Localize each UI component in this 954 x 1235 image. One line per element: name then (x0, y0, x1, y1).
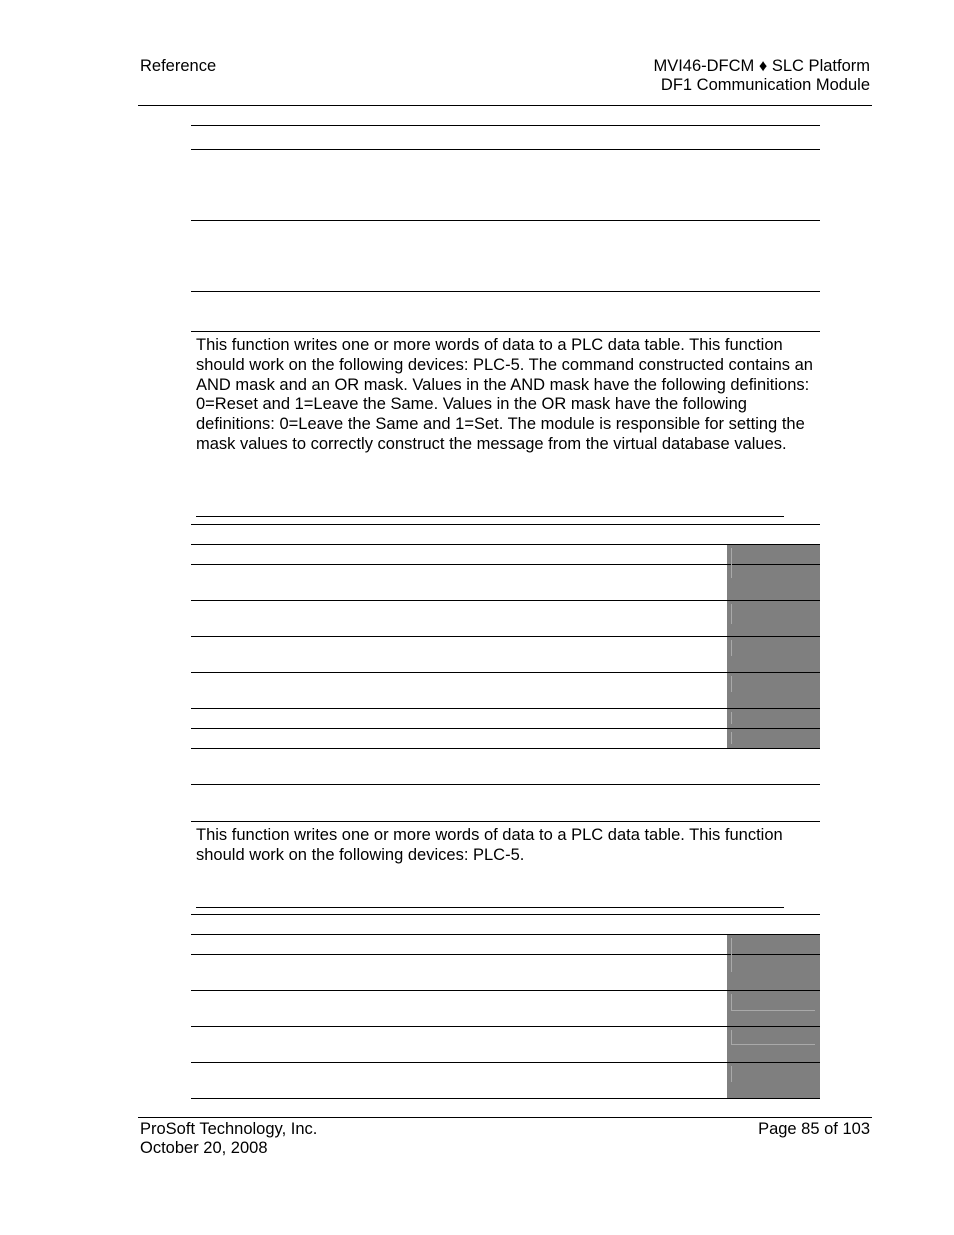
function-description-1: This function writes one or more words of data to a PLC data table. This function should work on the following devices: PLC-5. The command constructed contains an AND mask and an OR mask. Values in the AND mask have the following definitions: 0=Reset and 1=Leave the Same. Values in the OR mask have the following definitions: 0=Leave the Same and 1=Set. The module is responsible for setting the mask values to correctly construct the message from the virtual database values. (196, 336, 813, 453)
table-rule (191, 821, 820, 822)
table-row (191, 636, 820, 637)
table-row (191, 600, 820, 601)
header-left: Reference (140, 57, 217, 75)
table-row (191, 954, 820, 955)
table-rule (191, 524, 820, 525)
table-rule (191, 784, 820, 785)
header-rule (138, 105, 872, 106)
table-row (191, 544, 820, 545)
table-shaded-column (727, 934, 820, 1099)
table-shaded-column (727, 544, 820, 748)
table-row (191, 748, 820, 749)
footer-date: October 20, 2008 (140, 1139, 268, 1157)
table-row (191, 1062, 820, 1063)
table-row (191, 1098, 820, 1099)
table-title-rule (196, 907, 784, 908)
table-row (191, 934, 820, 935)
table-rule (191, 220, 820, 221)
table-rule (191, 331, 820, 332)
table-row (191, 990, 820, 991)
table-rule (191, 125, 820, 126)
function-description-2: This function writes one or more words of data to a PLC data table. This function should work on the following devices: PLC-5. (196, 826, 783, 864)
table-row (191, 708, 820, 709)
header-product: MVI46-DFCM ♦ SLC Platform (653, 57, 870, 75)
footer-company: ProSoft Technology, Inc. (140, 1120, 318, 1138)
page-number: Page 85 of 103 (758, 1120, 870, 1138)
table-row (191, 1026, 820, 1027)
table-row (191, 728, 820, 729)
footer-rule (138, 1117, 872, 1118)
table-rule (191, 914, 820, 915)
table-row (191, 564, 820, 565)
table-row (191, 672, 820, 673)
header-module: DF1 Communication Module (660, 76, 870, 94)
table-rule (191, 149, 820, 150)
table-title-rule (196, 516, 784, 517)
table-rule (191, 291, 820, 292)
